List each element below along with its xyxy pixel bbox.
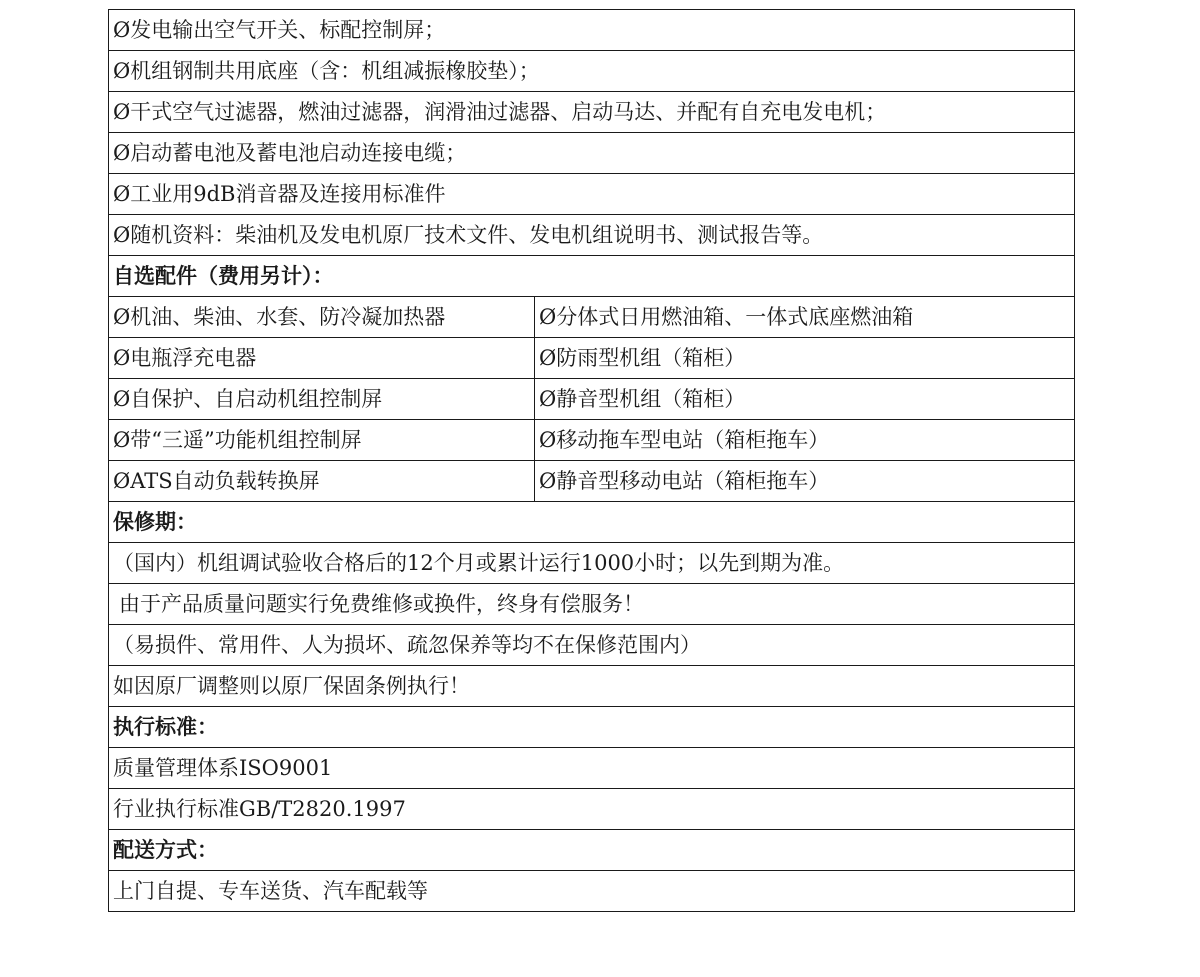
table-row: [109, 707, 1075, 748]
table-row: [109, 420, 1075, 461]
optional-part-right: Ø移动拖车型电站（箱柜拖车）: [535, 420, 1075, 461]
standard-config-item: Ø启动蓄电池及蓄电池启动连接电缆；: [109, 133, 1075, 174]
standard-config-item: Ø随机资料：柴油机及发电机原厂技术文件、发电机组说明书、测试报告等。: [109, 215, 1075, 256]
table-row: [109, 584, 1075, 625]
spec-table: [108, 9, 1075, 912]
standard-config-item: Ø工业用9dB消音器及连接用标准件: [109, 174, 1075, 215]
standard-config-item: Ø发电输出空气开关、标配控制屏；: [109, 10, 1075, 51]
optional-part-left: Ø机油、柴油、水套、防冷凝加热器: [109, 297, 535, 338]
warranty-item: 由于产品质量问题实行免费维修或换件，终身有偿服务！: [109, 584, 1075, 625]
table-row: [109, 133, 1075, 174]
optional-part-left: ØATS自动负载转换屏: [109, 461, 535, 502]
optional-part-right: Ø静音型移动电站（箱柜拖车）: [535, 461, 1075, 502]
table-row: [109, 871, 1075, 912]
optional-part-left: Ø电瓶浮充电器: [109, 338, 535, 379]
table-row: [109, 256, 1075, 297]
delivery-item: 上门自提、专车送货、汽车配载等: [109, 871, 1075, 912]
warranty-item: （国内）机组调试验收合格后的12个月或累计运行1000小时；以先到期为准。: [109, 543, 1075, 584]
table-row: [109, 174, 1075, 215]
table-row: [109, 625, 1075, 666]
optional-part-right: Ø分体式日用燃油箱、一体式底座燃油箱: [535, 297, 1075, 338]
table-row: [109, 379, 1075, 420]
standard-config-item: Ø机组钢制共用底座（含：机组减振橡胶垫）；: [109, 51, 1075, 92]
table-row: [109, 748, 1075, 789]
table-row: [109, 666, 1075, 707]
optional-part-left: Ø带“三遥”功能机组控制屏: [109, 420, 535, 461]
delivery-heading: 配送方式：: [109, 830, 1075, 871]
warranty-item: 如因原厂调整则以原厂保固条例执行！: [109, 666, 1075, 707]
optional-part-right: Ø防雨型机组（箱柜）: [535, 338, 1075, 379]
standards-heading: 执行标准：: [109, 707, 1075, 748]
standards-item: 行业执行标准GB/T2820.1997: [109, 789, 1075, 830]
table-row: [109, 92, 1075, 133]
table-row: [109, 830, 1075, 871]
table-row: [109, 789, 1075, 830]
optional-parts-heading: 自选配件（费用另计）：: [109, 256, 1075, 297]
standard-config-item: Ø干式空气过滤器，燃油过滤器，润滑油过滤器、启动马达、并配有自充电发电机；: [109, 92, 1075, 133]
table-row: [109, 502, 1075, 543]
table-row: [109, 338, 1075, 379]
table-row: [109, 10, 1075, 51]
warranty-heading: 保修期：: [109, 502, 1075, 543]
table-row: [109, 461, 1075, 502]
table-row: [109, 215, 1075, 256]
optional-part-right: Ø静音型机组（箱柜）: [535, 379, 1075, 420]
table-row: [109, 51, 1075, 92]
warranty-item: （易损件、常用件、人为损坏、疏忽保养等均不在保修范围内）: [109, 625, 1075, 666]
optional-part-left: Ø自保护、自启动机组控制屏: [109, 379, 535, 420]
standards-item: 质量管理体系ISO9001: [109, 748, 1075, 789]
table-row: [109, 297, 1075, 338]
table-row: [109, 543, 1075, 584]
